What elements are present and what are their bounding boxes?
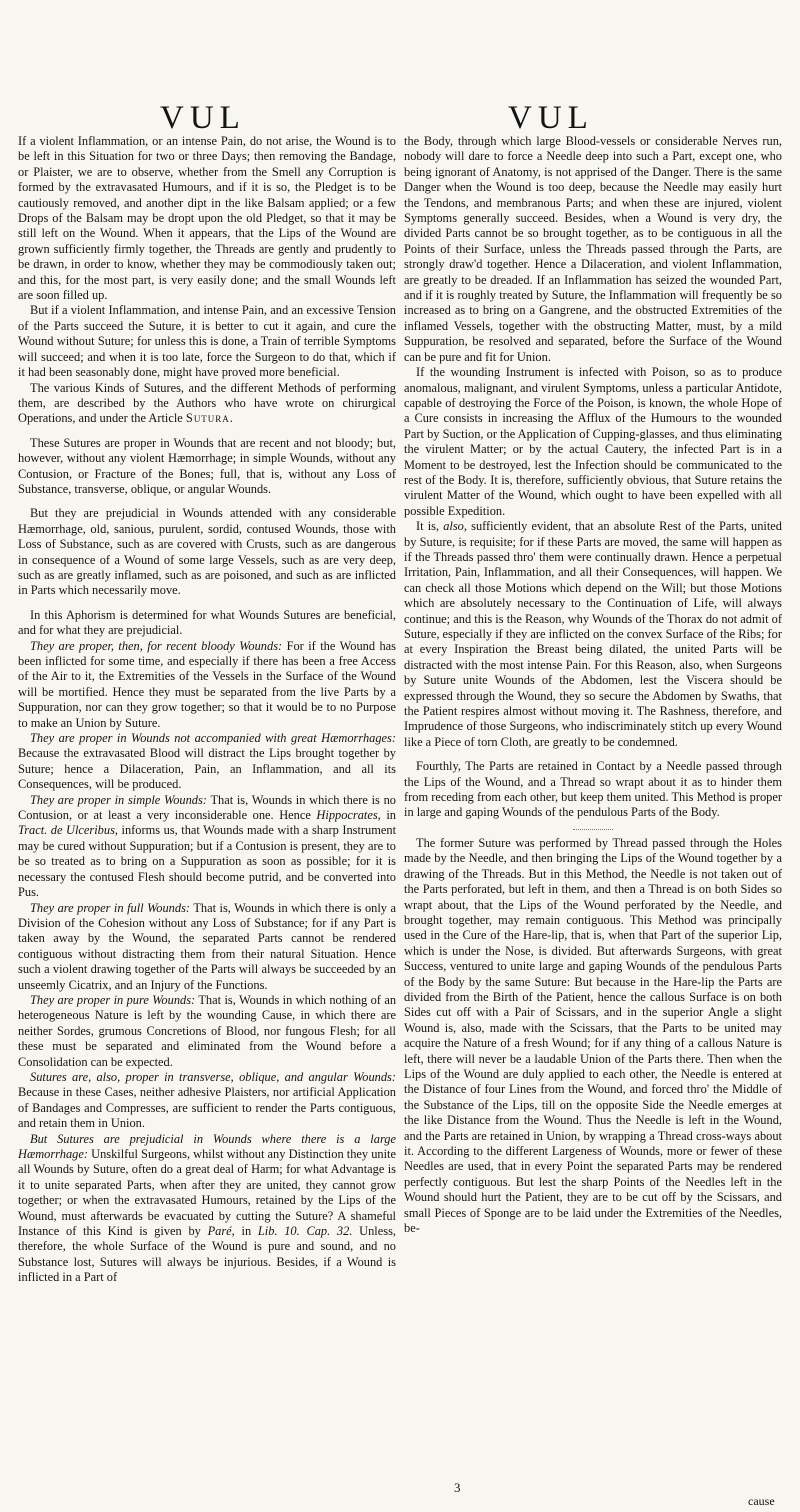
paragraph-text: That is, Wounds in which nothing of an heterogeneous Nature is left by the wounding Cause, in which there are neither Sordes, grumous Concretions of Blood, nor fungous Flesh; for all these must be separated and eliminated from the Wound before a Consolidation can be expected.	[18, 992, 396, 1069]
header-left: VUL	[160, 100, 246, 136]
paragraph: The former Suture was performed by Thread passed through the Holes made by the Needle, and then bringing the Lips of the Wound together by a drawing of the Threads. But in this Method, the Needle is not taken out of the Parts perforated, but left in them, and then a Thread is on both Sides so wrapt about, that the Lips of the Wound perforated by the Needle, and brought together, may remain contiguous. This Method was principally used in the Cure of the Hare-lip, that is, when that Part of the superior Lip, which is under the Nose, is divided. But afterwards Surgeons, with great Success, ventured to unite large and gaping Wounds of the pendulous Parts of the Body by the same Suture: But because in the Hare-lip the Parts are divided from the Birth of the Patient, hence the callous Surface is on both Sides cut off with a Pair of Scissars, and in the superior Angle a slight Wound is, also, made with the Scissars, that the Parts to be united may acquire the Nature of a fresh Wound; for if any thing of a callous Nature is left, there will never be a laudable Union of the Parts there. Then when the Lips of the Wound are duly applied to each other, the Needle is entered at the Distance of four Lines from the Wound, and forced thro' the Middle of the Substance of the Lips, till on the opposite Side the Needle emerges at the like Distance from the Wound. Thus the Needle is left in the Wound, and the Parts are retained in Union, by wrapping a Thread cross-ways about it. According to the different Largeness of Wounds, more or fewer of these Needles are used, that in every Point the separated Parts may be rendered perfectly contiguous. But lest the sharp Points of the Needles left in the Wound should hurt the Patient, they are to be cut off by the Scissars, and small Pieces of Sponge are to be laid under the Extremities of the Needles, be-	[404, 835, 782, 1236]
paragraph-text: That is, Wounds in which there is only a Division of the Cohesion without any Loss of Substance; for if any Part is taken away by the Wound, the separated Parts cannot be rendered contiguous without distracting them from their natural Situation. Hence such a violent drawing together of the Parts will always be succeeded by an unseemly Cicatrix, and an Injury of the Functions.	[18, 900, 396, 992]
paragraph: If the wounding Instrument is infected with Poison, so as to produce anomalous, malignant, and virulent Symptoms, unless a particular Antidote, capable of destroying the Force of the Poison, is known, the whole Hope of a Cure consists in increasing the Afflux of the Humours to the wounded Part by Suction, or the Application of Cupping-glasses, and thus eliminating the virulent Matter; or by the actual Cautery, the infected Part is in a Moment to be destroyed, lest the Infection should be communicated to the rest of the Body. It is, therefore, sufficiently obvious, that Suture retains the virulent Matter of the Wound, which ought to have been expelled with all possible Expedition.	[404, 365, 782, 518]
paragraph-text: The various Kinds of Sutures, and the different Methods of performing them, are described by the Authors who have wrote on chirurgical Operations, and under the Article	[18, 380, 396, 426]
italic-lead: They are proper, then, for recent bloody Wounds:	[30, 638, 283, 653]
paragraph	[18, 901, 396, 993]
italic-word: also,	[443, 519, 467, 534]
paragraph	[404, 519, 782, 750]
right-column	[404, 134, 782, 1479]
left-column	[18, 134, 396, 1479]
paragraph	[18, 1132, 396, 1286]
italic-lead: Sutures are, also, proper in transverse, oblique, and angular Wounds:	[30, 1069, 396, 1084]
work-title: Tract. de Ulceribus,	[18, 823, 118, 838]
paragraph-text: Unskilful Surgeons, whilst without any Distinction they unite all Wounds by Suture, often do a great deal of Harm; for what Advantage is it to unite separated Parts, when after they are united, they cannot grow together; or when the extravasated Humours, retained by the Lips of the Wound, must afterwards be evacuated by cutting the Suture? A shameful Instance of this Kind is given by	[18, 1147, 396, 1239]
running-header	[0, 98, 800, 138]
italic-lead: They are proper in full Wounds:	[30, 900, 191, 915]
paragraph: Fourthly, The Parts are retained in Contact by a Needle passed through the Lips of the Wound, and a Thread so wrapt about it as to hinder them from receding from each other, but keep them united. This Method is proper in large and gaping Wounds of the pendulous Parts of the Body.	[404, 759, 782, 820]
paragraph-text: Because in these Cases, neither adhesive Plaisters, nor artificial Application of Bandages and Compresses, are sufficient to render the Parts contiguous, and retain them in Union.	[18, 1085, 396, 1131]
paragraph	[18, 1070, 396, 1132]
catchword: cause	[748, 1494, 775, 1508]
paragraph-text: Because the extravasated Blood will distract the Lips brought together by Suture; hence a Dilaceration, Pain, an Inflammation, and all its Consequences, will be produced.	[18, 746, 396, 792]
paragraph-text: That is, Wounds in which there is no Contusion, or at least a very inconsiderable one. Hence	[18, 792, 396, 823]
italic-lead: They are proper in Wounds not accompanied with great Hæmorrhages:	[30, 731, 396, 746]
section-divider	[573, 829, 613, 830]
paragraph: These Sutures are proper in Wounds that are recent and not bloody; but, however, without any violent Hæmorrhage; in simple Wounds, without any Contusion, or Fracture of the Bones; full, that is, without any Loss of Substance, transverse, oblique, or angular Wounds.	[18, 435, 396, 496]
paragraph-text: sufficiently evident, that an absolute Rest of the Parts, united by Suture, is requisite; for if these Parts are moved, the same will happen as if the Threads passed thro' them were continually drawn. Hence a perpetual Irritation, Pain, Inflammation, and all their Consequences, will happen. We can check all those Motions which depend on the Will; but those Motions which are absolutely necessary to the Continuation of Life, will always continue; and this is the Reason, why Wounds of the Thorax do not admit of Suture, especially if they are inflicted on the convex Surface of the Ribs; for at every Inspiration the Breast being dilated, the united Parts will be distracted with the most intense Pain. For this Reason, also, when Surgeons by Suture unite Wounds of the Abdomen, lest the Viscera should be expressed through the Wound, they so secure the Abdomen by Swaths, that the Patient respires almost without moving it. The Rashness, therefore, and Imprudence of those Surgeons, who indiscriminately stitch up every Wound like a Piece of torn Cloth, are greatly to be condemned.	[404, 519, 782, 749]
header-right: VUL	[508, 100, 594, 136]
italic-lead: They are proper in pure Wounds:	[30, 992, 196, 1007]
author-name: Hippocrates,	[316, 808, 381, 823]
paragraph-text: informs us, that Wounds made with a sharp Instrument may be cured without Suppuration; but if a Contusion is present, they are to be so treated as to bring on a Suppuration as soon as possible; for it is necessary the contused Flesh should become putrid, and be converted into Pus.	[18, 823, 396, 900]
paragraph-text: For if the Wound has been inflicted for some time, and especially if there has been a free Access of the Air to it, the Extremities of the Vessels in the Surface of the Wound will be mortified. Hence they must be separated from the live Parts by a Suppuration, nor can they grow together; so that it would be to no Purpose to make an Union by Suture.	[18, 638, 396, 730]
paragraph: But if a violent Inflammation, and intense Pain, and an excessive Tension of the Parts succeed the Suture, it is better to cut it again, and cure the Wound without Suture; for unless this is done, a Train of terrible Symptoms will succeed; and when it is too late, force the Surgeon to do that, which if it had been seasonably done, might have proved more beneficial.	[18, 303, 396, 380]
paragraph: If a violent Inflammation, or an intense Pain, do not arise, the Wound is to be left in this Situation for two or three Days; then removing the Bandage, or Plaister, we are to observe, whether from the Smell any Corruption is formed by the extravasated Humours, and if it is so, the Pledget is to be cautiously removed, and another dipt in the like Balsam applied; or a few Drops of the Balsam may be dropt upon the old Pledget, so that it may be still left on the Wound. When it appears, that the Lips of the Wound are grown sufficiently firmly together, the Threads are gently and prudently to be drawn, in order to know, whether they may be commodiously taken out; and this, for the most part, is very easily done; and the small Wounds left are soon filled up.	[18, 134, 396, 303]
italic-lead: They are proper in simple Wounds:	[30, 792, 207, 807]
italic-lead: But Sutures are prejudicial in Wounds where there is a large Hæmorrhage:	[18, 1131, 396, 1161]
signature-mark: 3	[454, 1480, 461, 1495]
paragraph-text: Unless, therefore, the whole Surface of the Wound is pure and sound, and no Substance lost, Sutures will always be injurious. Besides, if a Wound is inflicted in a Part of	[18, 1224, 396, 1285]
paragraph: the Body, through which large Blood-vessels or considerable Nerves run, nobody will dare to force a Needle deep into such a Part, except one, who being ignorant of Anatomy, is not apprised of the Danger. There is the same Danger when the Wound is too deep, because the Needle may easily hurt the Tendons, and membranous Parts; and when these are injured, violent Symptoms generally succeed. Besides, when a Wound is very dry, the divided Parts cannot be so brought together, as to be contiguous in all the Points of their Surface, unless the Threads passed through the Parts, are strongly draw'd together. Hence a Dilaceration, and violent Inflammation, are greatly to be dreaded. If an Inflammation has seized the wounded Part, and if it is roughly treated by Suture, the Inflammation will frequently be so increased as to bring on a Gangrene, and the obstructed Extremities of the inflamed Vessels, together with the obstructing Matter, must, by a mild Suppuration, be resolved and separated, before the Surface of the Wound can be pure and fit for Union.	[404, 134, 782, 364]
paragraph: In this Aphorism is determined for what Wounds Sutures are beneficial, and for what they are prejudicial.	[18, 607, 396, 638]
paragraph	[18, 639, 396, 731]
author-name: Paré,	[207, 1224, 235, 1239]
paragraph	[18, 993, 396, 1070]
paragraph	[18, 381, 396, 427]
work-reference: Lib. 10. Cap. 32.	[257, 1224, 353, 1239]
paragraph-text: in	[241, 1224, 252, 1239]
paragraph-text: It is,	[416, 519, 440, 534]
paragraph	[18, 793, 396, 901]
article-reference: Sutura.	[185, 411, 234, 426]
paragraph	[18, 731, 396, 793]
paragraph-text: in	[386, 808, 396, 823]
paragraph: But they are prejudicial in Wounds attended with any considerable Hæmorrhage, old, sanious, purulent, sordid, contused Wounds, those with Loss of Substance, such as are covered with Crusts, such as are dangerous in consequence of a Wound of some large Vessels, such as are very deep, such as are greatly inflamed, such as are poisoned, and such as are inflicted in Parts which necessarily move.	[18, 506, 396, 598]
